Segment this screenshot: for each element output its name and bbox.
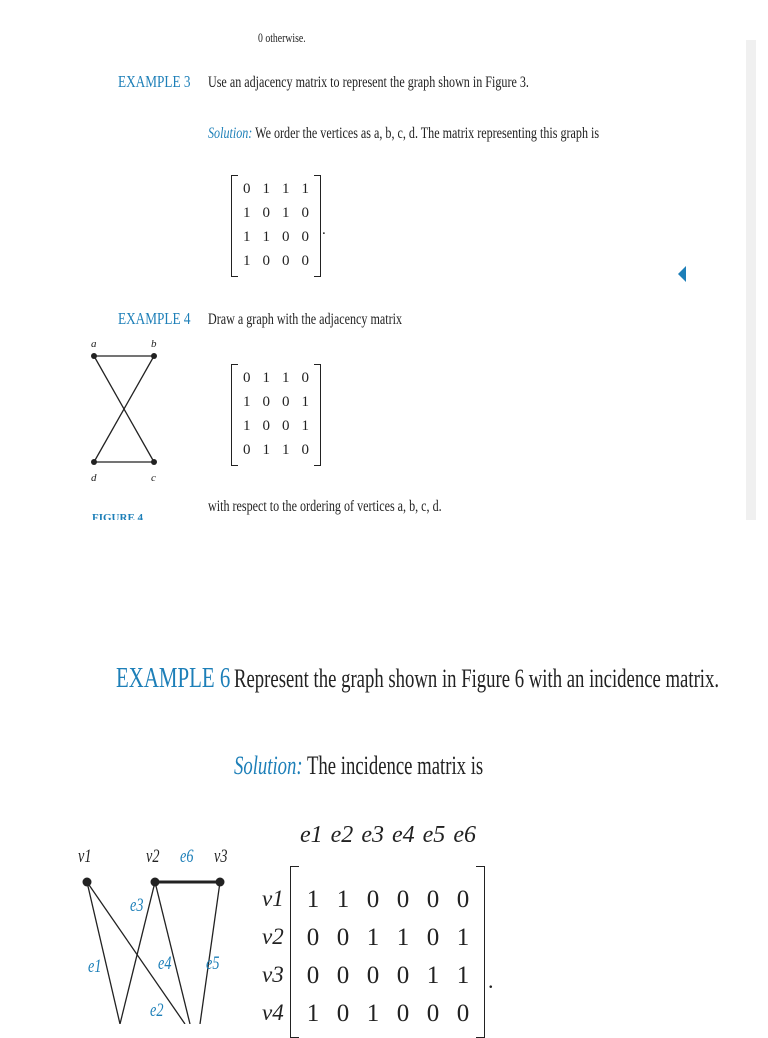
- example4-after: with respect to the ordering of vertices a, b, c, d.: [208, 498, 442, 515]
- example4-matrix: [237, 366, 315, 462]
- matrix-cell: 0: [282, 229, 290, 245]
- vertex-a: [91, 353, 97, 359]
- matrix-cell: 0: [282, 253, 290, 269]
- edge-label-e5: e5: [206, 953, 220, 974]
- vertex-c: [151, 459, 157, 465]
- top-fragment-text: 0 otherwise.: [258, 30, 306, 44]
- example3-solution: [208, 125, 599, 143]
- figure-caption-cut: [92, 512, 162, 520]
- matrix-cell: 0: [396, 886, 410, 913]
- matrix-cell: 0: [262, 394, 270, 410]
- row-label: v3: [262, 962, 284, 987]
- matrix-cell: 1: [243, 229, 251, 245]
- matrix-cell: 1: [243, 394, 251, 410]
- example6-solution: [234, 751, 483, 781]
- matrix-cell: 0: [336, 924, 350, 951]
- vertex-v2: [151, 878, 160, 887]
- matrix-cell: 1: [301, 394, 309, 410]
- example3-prompt: Use an adjacency matrix to represent the graph shown in Figure 3.: [208, 74, 529, 91]
- example3-label: EXAMPLE 3: [118, 72, 191, 91]
- matrix-cell: 0: [396, 1000, 410, 1027]
- cut-off-fragment: [258, 26, 378, 44]
- matrix-cell: 1: [426, 962, 440, 989]
- matrix-cell: 0: [396, 962, 410, 989]
- matrix-cell: 0: [456, 1000, 470, 1027]
- example6-prompt: Represent the graph shown in Figure 6 with an incidence matrix.: [234, 664, 720, 693]
- vertex-d: [91, 459, 97, 465]
- matrix-cell: 1: [282, 181, 290, 197]
- figure4-graph: [84, 336, 174, 486]
- matrix-cell: 1: [456, 924, 470, 951]
- column-header: e6: [453, 822, 476, 848]
- matrix-cell: 1: [262, 229, 270, 245]
- matrix-cell: 0: [336, 1000, 350, 1027]
- edge-label-e4: e4: [158, 953, 172, 974]
- column-header: e5: [422, 822, 446, 848]
- matrix-cell: 0: [282, 394, 290, 410]
- matrix-cell: 0: [301, 253, 309, 269]
- incidence-matrix: [298, 881, 478, 1033]
- edge-label-e2: e2: [150, 1000, 164, 1021]
- matrix-cell: 0: [301, 370, 309, 386]
- matrix-cell: 0: [243, 442, 251, 458]
- edge-label-e3: e3: [130, 895, 144, 916]
- matrix-cell: 1: [306, 1000, 320, 1027]
- matrix-cell: 1: [243, 253, 251, 269]
- matrix-cell: 0: [426, 1000, 440, 1027]
- matrix-cell: 1: [366, 1000, 380, 1027]
- matrix-cell: 1: [262, 181, 270, 197]
- matrix-cell: 0: [262, 418, 270, 434]
- matrix-cell: 0: [306, 962, 320, 989]
- example4-label: EXAMPLE 4: [118, 309, 191, 328]
- solution-text: We order the vertices as a, b, c, d. The matrix representing this graph is: [255, 125, 600, 142]
- matrix-cell: 0: [262, 205, 270, 221]
- matrix-cell: 1: [282, 205, 290, 221]
- matrix-cell: 0: [301, 205, 309, 221]
- column-header: e2: [330, 822, 354, 848]
- matrix-cell: 1: [301, 181, 309, 197]
- matrix-cell: 0: [456, 886, 470, 913]
- solution-label: Solution:: [234, 751, 303, 780]
- example3-matrix: [237, 177, 315, 273]
- matrix-cell: 0: [336, 962, 350, 989]
- matrix-cell: 1: [396, 924, 410, 951]
- row-label: v1: [262, 886, 284, 911]
- matrix-cell: 0: [282, 418, 290, 434]
- matrix-right-bracket: [314, 364, 321, 466]
- matrix-cell: 1: [306, 886, 320, 913]
- example3-trail: .: [322, 222, 326, 238]
- vertex-label-v2: v2: [146, 846, 160, 867]
- matrix-cell: 1: [282, 370, 290, 386]
- matrix-cell: 1: [262, 370, 270, 386]
- column-header: e3: [361, 822, 384, 848]
- solution-text: The incidence matrix is: [306, 751, 484, 780]
- matrix-cell: 1: [366, 924, 380, 951]
- vertex-b: [151, 353, 157, 359]
- example4-prompt: Draw a graph with the adjacency matrix: [208, 311, 403, 328]
- matrix-cell: 1: [282, 442, 290, 458]
- matrix-cell: 1: [336, 886, 350, 913]
- matrix-cell: 0: [243, 181, 251, 197]
- matrix-cell: 0: [301, 229, 309, 245]
- matrix-cell: 0: [301, 442, 309, 458]
- matrix-cell: 0: [366, 886, 380, 913]
- matrix-cell: 0: [243, 370, 251, 386]
- matrix-cell: 0: [262, 253, 270, 269]
- matrix-cell: 0: [366, 962, 380, 989]
- matrix-cell: 1: [243, 418, 251, 434]
- edge-e1: [87, 882, 120, 1024]
- matrix-cell: 0: [426, 886, 440, 913]
- edge-label-e6: e6: [180, 846, 194, 867]
- matrix-cell: 0: [426, 924, 440, 951]
- row-label: v4: [262, 1000, 284, 1025]
- vertex-label-v1: v1: [78, 846, 92, 867]
- column-header: e1: [300, 822, 323, 848]
- incidence-column-headers: [296, 822, 480, 852]
- vertex-label-a: a: [91, 338, 97, 350]
- edge-label-e1: e1: [88, 956, 102, 977]
- scrollbar-track[interactable]: [746, 40, 756, 520]
- incidence-row-labels: [262, 886, 292, 1038]
- solution-label: Solution:: [208, 125, 253, 142]
- vertex-v3: [216, 878, 225, 887]
- row-label: v2: [262, 924, 284, 949]
- example6-trail: .: [488, 968, 494, 993]
- column-header: e4: [391, 822, 415, 848]
- vertex-label-v3: v3: [214, 846, 228, 867]
- figure4-caption: FIGURE 4: [92, 512, 144, 520]
- matrix-cell: 1: [262, 442, 270, 458]
- vertex-label-d: d: [91, 472, 97, 484]
- example6-label: EXAMPLE 6: [116, 662, 231, 694]
- vertex-label-c: c: [151, 472, 156, 484]
- vertex-v1: [83, 878, 92, 887]
- left-triangle-icon[interactable]: [676, 264, 688, 284]
- matrix-cell: 1: [243, 205, 251, 221]
- matrix-cell: 1: [456, 962, 470, 989]
- matrix-cell: 1: [301, 418, 309, 434]
- vertex-label-b: b: [151, 338, 157, 350]
- matrix-right-bracket: [314, 175, 321, 277]
- matrix-cell: 0: [306, 924, 320, 951]
